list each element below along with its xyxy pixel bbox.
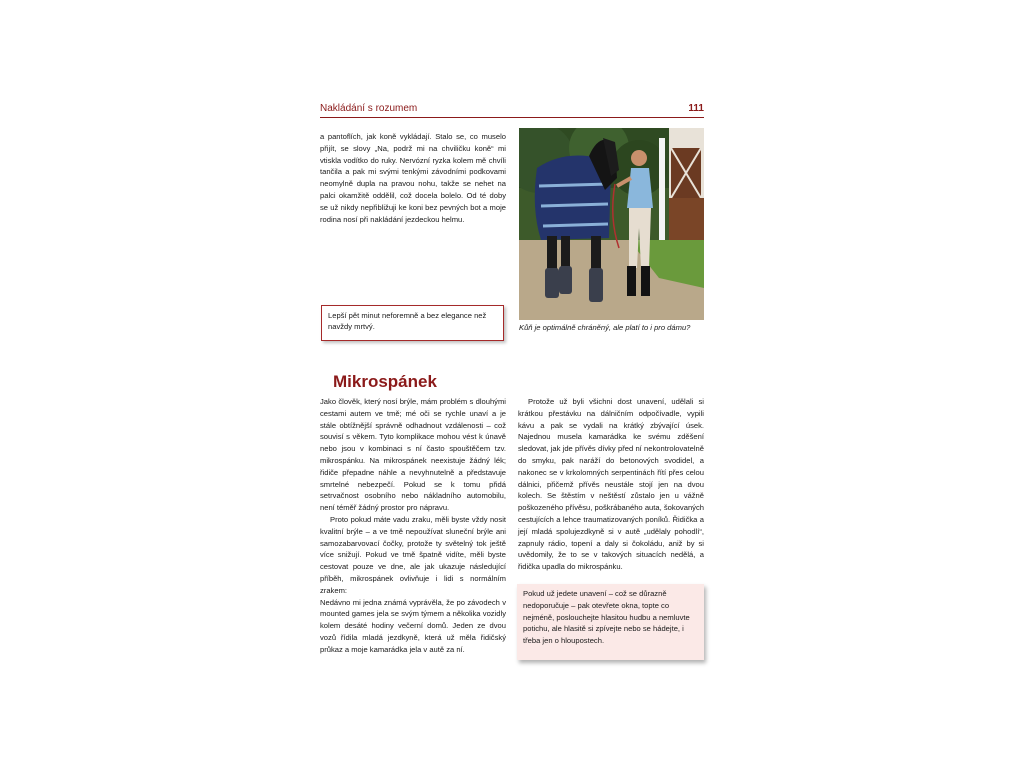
photo-caption: Kůň je optimálně chráněný, ale platí to i pro dámu? bbox=[519, 323, 691, 332]
right-paragraph: Protože už byli všichni dost unavení, udělali si krátkou přestávku na dálničním odpočívadle, vypili kávu a pak se vydali na krátký zbývající úsek. Najednou musela kamarádka ke svému zděšení sledovat, jak jde přívěs dívky před ní nekontrolovatelně do smyku, pak naráží do betonových svodidel, a nakonec se v krkolomných serpentinách řítí přes celou dálnici, přičemž přívěs neustále stojí jen na dvou kolech. Se štěstím v neštěstí zůstalo jen u vážně poškozeného přívěsu, poškrábaného auta, šokovaných cestujících a lehce traumatizovaných poníků. Řidička a její mladá spolujezdkyně si v autě „udělaly pohodlí“, zapnuly rádio, topení a daly si čokoládu, aniž by si uvědomily, že to se v takových situacích nedělá, a řidička upadla do mikrospánku. bbox=[518, 397, 704, 572]
horse-photo bbox=[519, 128, 704, 320]
running-header bbox=[320, 103, 704, 118]
tip-box-pink-text: Pokud už jedete unavení – což se důrazně nedoporučuje – pak otevřete okna, topte co nejméně, poslouchejte hlasitou hudbu a nemluvte potichu, ale hlasitě si zpívejte nebo se hádejte, i třeba jen o hloupostech. bbox=[523, 589, 690, 646]
running-title: Nakládání s rozumem bbox=[320, 103, 418, 114]
tip-box-red bbox=[321, 305, 504, 341]
left-paragraph: Nedávno mi jedna známá vyprávěla, že po závodech v mounted games jela se svým týmem a několika vozidly kolem desáté hodiny večerní domů. Jeden ze dvou vozů řídila mladá jezdkyně, která už měla řidičský průkaz a moje kamarádka jela v autě za ní. bbox=[320, 597, 506, 654]
tip-box-red-text: Lepší pět minut neforemně a bez elegance než navždy mrtvý. bbox=[328, 311, 487, 331]
section-heading: Mikrospánek bbox=[333, 372, 437, 391]
page-number: 111 bbox=[688, 103, 704, 114]
left-paragraph: Proto pokud máte vadu zraku, měli byste vždy nosit kvalitní brýle – a ve tmě nepoužívat sluneční brýle ani samozabarvovací čočky, protože ty světelný tok ještě více snižují. Pokud ve tmě špatně vidíte, měli byste cestovat pouze ve dne, ale jak ukazuje následující příběh, mikrospánek ovlivňuje i lidi s normálním zrakem: bbox=[320, 514, 506, 595]
intro-paragraph: a pantoflích, jak koně vykládají. Stalo se, co muselo přijít, se slovy „Na, podrž mi na chviličku koně“ mi vtiskla vodítko do ruky. Nervózní ryzka kolem mě chvíli tančila a pak mi svými tenkými závodními podkovami neomylně dupla na pravou nohu, takže se nehet na palci okamžitě oddělil, což docela bolelo. Od té doby se už nikdy nepřibližuji ke koni bez pevných bot a moje rodina nosí při nakládání jezdeckou helmu. bbox=[320, 132, 506, 224]
left-paragraph: Jako člověk, který nosí brýle, mám problém s dlouhými cestami autem ve tmě; mé oči se rychle unaví a je stále obtížnější správně odhadnout vzdálenosti – což souvisí s věkem. Tyto komplikace mohou vést k únavě nebo jsou v kombinaci s ní často spouštěčem tzv. mikrospánku. Na mikrospánek neexistuje žádný lék; řidiče přepadne náhle a nevyhnutelně a představuje smrtelné nebezpečí. Pokud se k tomu přidá setrvačnost osobního nebo nákladního automobilu, není téměř žádný prostor pro nápravu. bbox=[320, 397, 506, 513]
left-column bbox=[320, 396, 506, 656]
right-column bbox=[518, 396, 704, 573]
tip-box-pink bbox=[517, 584, 704, 660]
horse-photo-illustration bbox=[519, 128, 704, 320]
